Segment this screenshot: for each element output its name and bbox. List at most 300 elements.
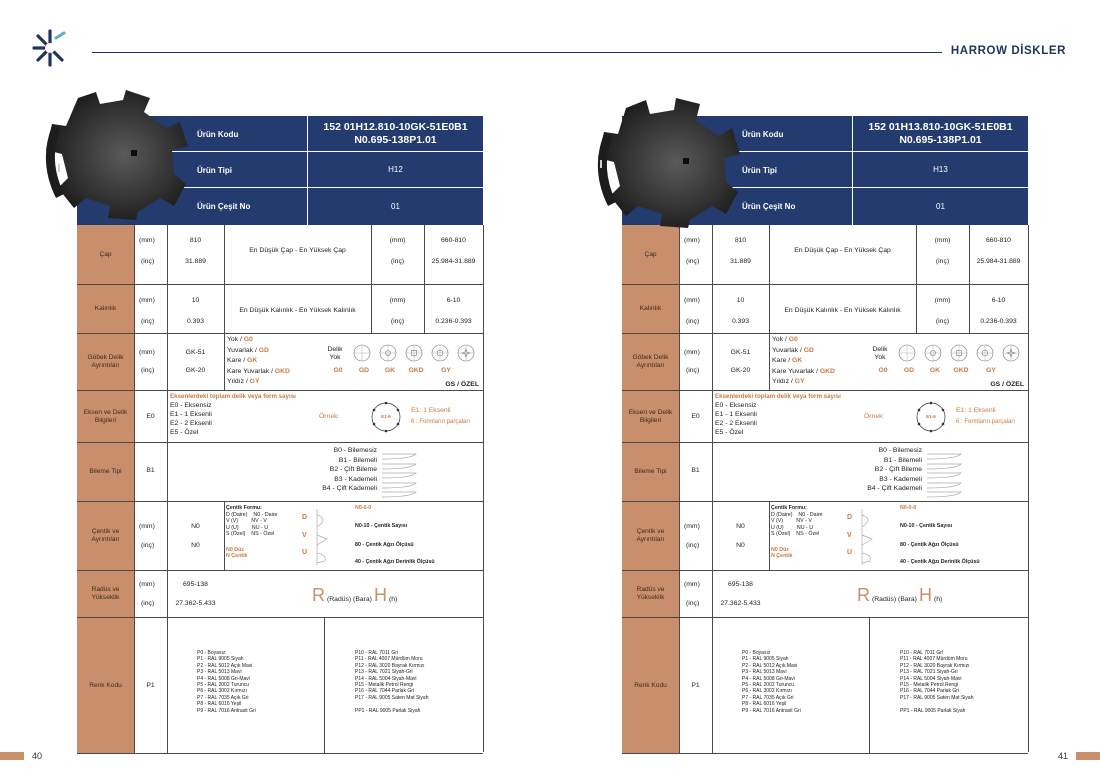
hub-option-name: Kare / [772,357,793,364]
color-option: P2 - RAL 5012 Açık Mavi [742,662,798,669]
color-option: P10 - RAL 7011 Gri [900,650,944,656]
hub-code: GD [903,367,915,374]
value-mm: GK-51 [185,349,206,356]
flat-notch-line-2: N Çentik [771,553,793,559]
sharpening-option: B4 - Çift Kademeli [867,485,922,493]
notch-row [622,502,1028,571]
sharpening-option: B2 - Çift Bileme [329,466,377,474]
radius-row [77,571,483,618]
table-border [1028,225,1029,752]
notch-count [900,523,952,530]
color-option: P2 - RAL 5012 Açık Mavi [197,662,253,669]
range-label: En Düşük Çap - En Yüksek Çap [249,247,346,254]
hub-option-code: G0 [788,336,798,343]
header-rule [92,52,942,53]
height-letter: H [918,585,932,605]
col-divider [134,225,135,284]
page-footer-tab [1076,752,1100,760]
example-line-2: 6 : Formların parçaları [956,419,1016,425]
range-inch: 0.236-0.393 [435,318,472,325]
hub-hole-diagram-icon [950,344,968,367]
value-mm: 695-138 [183,581,208,588]
sharpening-option: B3 - Kademeli [334,475,377,483]
notch-form-line: S (Özel) NS - Özel [226,531,275,538]
notch-profile-icon [315,507,337,572]
axis-option: E5 - Özel [715,429,744,436]
value-mm: N0 [191,523,200,530]
color-row [77,618,483,754]
flat-notch-line-1: N0 Düz [226,547,244,553]
radius-row [622,571,1028,618]
page-number: 40 [32,751,43,761]
color-option: P4 - RAL 5008 Gri-Mavi [742,675,795,682]
value-inch: 27.362-5.433 [720,600,761,607]
color-option: P7 - RAL 7035 Açık Gri [742,694,794,701]
col-divider [916,225,917,284]
hub-option [227,357,257,364]
axis-option: E1 - 1 Eksenli [715,411,757,418]
row-label: Çentik ve Ayrıntıları [77,502,134,570]
unit-mm: (mm) [934,237,951,244]
axis-row [77,391,483,443]
notch-letter: D [302,514,308,521]
product-code-line-2: N0.695-138P1.01 [899,133,982,146]
axis-row [622,391,1028,443]
col-divider [679,225,680,284]
unit-mm: (mm) [139,349,155,356]
sharpening-option: B1 - Bilemeli [883,456,922,464]
color-option: P17 - RAL 9005 Saten Mat Siyah [900,694,974,701]
sharpening-row [77,443,483,502]
hub-option-code: GKD [274,367,290,375]
color-option: P12 - RAL 3020 Bayrak Kırmızı [355,662,425,669]
hub-option-name: Yıldız / [772,378,795,385]
col-divider [679,571,680,617]
unit-mm: (mm) [934,297,951,304]
unit-inch: (inç) [686,542,700,549]
hub-code: GKD [408,367,424,374]
section-title: HARROW DİSKLER [950,45,1066,57]
unit-inch: (inç) [141,367,155,374]
notch-depth: 40 - Çentik Ağzı Derinlik Ölçüsü [355,559,435,565]
hub-option [772,378,805,385]
unit-inch: (inç) [686,318,700,325]
special-code: GS / ÖZEL [990,381,1024,388]
sharpening-option: B4 - Çift Kademeli [322,485,377,493]
value-mm: GK-51 [730,349,751,356]
notch-form-line: V (V) NV - V [226,518,267,525]
color-option: P8 - RAL 6016 Yeşil [742,701,787,708]
unit-mm: (mm) [389,297,406,304]
hub-option-name: Yuvarlak / [772,346,804,354]
sharpening-value: B1 [691,467,700,474]
axis-option: E2 - 2 Eksenli [715,420,757,427]
product-code-label: Ürün Kodu [197,130,239,139]
axis-value: E0 [691,413,700,420]
color-option: P8 - RAL 6016 Yeşil [197,701,242,708]
notch-code-title: N0-0-0 [900,505,917,511]
value-mm: 10 [191,297,200,304]
unit-mm: (mm) [389,237,406,244]
cap-row [77,225,483,285]
color-option: P16 - RAL 7044 Parlak Gri [355,688,415,695]
notch-form-line: U (U) NU - U [226,524,269,531]
radius-height-legend [312,585,397,606]
col-divider [679,285,680,333]
notch-profile-icon [860,507,882,572]
hub-option [227,347,269,354]
hub-option-code: GD [803,346,814,354]
range-label: En Düşük Kalınlık - En Yüksek Kalınlık [239,307,356,314]
notch-form-line: U (U) NU - U [771,524,814,531]
notch-form-line: D (Daire) N0 - Daire [226,511,278,518]
sharpening-option: B1 - Bilemeli [338,456,377,464]
example-line-2: 6 : Formların parçaları [411,419,471,425]
unit-inch: (inç) [141,542,155,549]
notch-letter: U [302,549,308,556]
color-row [622,618,1028,754]
axis-option: E0 - Eksensiz [715,402,757,409]
cap-row [622,225,1028,285]
hub-option [227,336,253,343]
table-border [483,225,484,752]
height-text: (h) [933,596,943,603]
axis-option: E0 - Eksensiz [170,402,212,409]
color-option: P13 - RAL 7021 Siyah-Gri [900,669,958,676]
color-option: P6 - RAL 3002 Kırmızı [742,688,792,695]
hub-hole-diagram-icon [457,344,475,367]
axis-option: E5 - Özel [170,429,199,436]
unit-inch: (inç) [141,258,155,265]
col-divider [134,285,135,333]
axis-option: E2 - 2 Eksenli [170,420,212,427]
product-type-value: H13 [852,152,1028,187]
sharpening-option: B0 - Bilemesiz [878,447,922,454]
product-code-label: Ürün Kodu [742,130,784,139]
row-label: Çap [77,225,134,284]
sharpening-option: B0 - Bilemesiz [333,447,377,454]
harrow-disc-image [38,90,188,220]
special-code: GS / ÖZEL [445,381,479,388]
axis-value: E0 [146,413,155,420]
row-label: Çentik ve Ayrıntıları [622,502,679,570]
unit-mm: (mm) [139,297,155,304]
hub-hole-diagram-icon [379,344,397,367]
col-divider [712,443,713,501]
col-divider [371,225,372,284]
hub-code: G0 [878,367,888,374]
col-divider [134,571,135,617]
col-divider [224,225,225,284]
variant-label: Ürün Çeşit No [197,202,251,211]
col-divider [224,334,225,390]
range-mm: 6-10 [446,297,461,304]
row-label: Renk Kodu [77,618,134,753]
color-option: P0 - Boyasız [197,650,226,656]
value-inch: N0 [736,542,745,549]
unit-inch: (inç) [686,258,700,265]
radius-text: (Radüs) (Bara) [327,596,372,603]
unit-mm: (mm) [139,523,155,530]
example-label: Örnek: [864,413,885,420]
radius-letter: R [312,585,325,605]
color-option: P3 - RAL 5013 Mavi [197,669,242,676]
col-divider [424,285,425,333]
sharpening-profile-icon [926,485,962,503]
notch-row [77,502,483,571]
color-option: P9 - RAL 7016 Antrasit Gri [197,707,256,714]
col-divider [224,502,225,570]
col-divider [371,285,372,333]
unit-inch: (inç) [141,600,155,607]
col-divider [679,334,680,390]
unit-inch: (inç) [141,318,155,325]
hub-option [772,336,798,343]
hub-hole-diagram-icon [431,344,449,367]
row-label: Radüs ve Yükseklik [622,571,679,617]
col-divider [134,502,135,570]
hub-hole-diagram-icon [976,344,994,367]
unit-mm: (mm) [684,349,700,356]
unit-inch: (inç) [390,318,405,325]
unit-mm: (mm) [684,297,700,304]
value-inch: 27.362-5.433 [175,600,216,607]
col-divider [167,618,168,753]
range-inch: 25.984-31.889 [976,258,1021,265]
col-divider [167,502,168,570]
product-code-line-1: 152 01H13.810-10GK-51E0B1 [868,120,1013,133]
sharpening-value: B1 [146,467,155,474]
notch-form-title: Çentik Formu: [771,505,807,511]
hub-code: GK [384,367,396,374]
unit-mm: (mm) [684,237,700,244]
hub-code: GD [358,367,370,374]
color-option: P5 - RAL 2002 Turuncu [742,682,795,688]
axis-title: Eksenlerdeki toplam delik veya form sayısı [170,393,296,400]
hub-option-name: Kare Yuvarlak / [772,367,820,375]
color-option: P13 - RAL 7021 Siyah-Gri [355,669,413,676]
color-option: P1 - RAL 9005 Siyah [742,656,789,663]
value-mm: N0 [736,523,745,530]
axis-example-diagram-icon [914,400,948,439]
row-label: Eksen ve Delik Bilgileri [77,391,134,442]
unit-mm: (mm) [684,523,700,530]
hub-option-name: Yuvarlak / [227,346,259,354]
hub-hole-diagram-icon [353,344,371,367]
unit-mm: (mm) [139,237,155,244]
hub-option [227,378,260,385]
product-code-value [852,116,1028,151]
hub-option [772,347,814,354]
hub-hole-diagram-icon [405,344,423,367]
example-label: Örnek: [319,413,340,420]
product-code-value [307,116,483,151]
value-inch: GK-20 [185,367,206,374]
notch-code-title: N0-0-0 [355,505,372,511]
hub-hole-diagram-icon [1002,344,1020,367]
variant-value: 01 [852,188,1028,225]
notch-count [355,523,407,530]
row-label: Göbek Delik Ayrıntıları [622,334,679,390]
row-label: Bileme Tipi [622,443,679,501]
height-letter: H [373,585,387,605]
value-mm: 810 [189,237,202,244]
hub-option-code: GY [794,378,805,385]
hub-option-name: Kare / [227,357,248,364]
color-option: P14 - RAL 5004 Siyah-Mavi [900,675,962,682]
col-divider [167,391,168,442]
color-option: P9 - RAL 7016 Antrasit Gri [742,707,801,714]
color-option: P11 - RAL 4007 Mürdüm Moru [355,656,423,663]
value-mm: 810 [734,237,747,244]
color-option: P4 - RAL 5008 Gri-Mavi [197,675,250,682]
value-inch: 31.889 [185,258,206,265]
col-divider [712,502,713,570]
hub-code: GY [986,367,996,374]
hub-option [227,368,290,375]
value-inch: 31.889 [730,258,751,265]
col-divider [769,225,770,284]
color-option: P0 - Boyasız [742,650,771,656]
variant-value: 01 [307,188,483,225]
brand-logo-icon [30,26,70,70]
row-label: Eksen ve Delik Bilgileri [622,391,679,442]
value-inch: 0.393 [186,318,204,325]
range-mm: 660-810 [986,237,1011,244]
height-text: (h) [388,596,398,603]
col-divider [134,334,135,390]
notch-letter: U [847,549,853,556]
color-value: P1 [146,682,155,689]
hub-option-name: Yok / [772,336,789,343]
row-label: Radüs ve Yükseklik [77,571,134,617]
row-label: Kalınlık [622,285,679,333]
col-divider [324,618,325,753]
flat-notch-line-1: N0 Düz [771,547,789,553]
sharpening-row [622,443,1028,502]
harrow-disc-image [590,98,740,228]
range-inch: 25.984-31.889 [431,258,476,265]
variant-label: Ürün Çeşit No [742,202,796,211]
range-mm: 6-10 [991,297,1006,304]
value-inch: 0.393 [731,318,749,325]
axis-example-diagram-icon [369,400,403,439]
hub-option [772,368,835,375]
unit-inch: (inç) [935,258,950,265]
notch-form-line: S (Özel) NS - Özel [771,531,820,538]
axis-title: Eksenlerdeki toplam delik veya form sayısı [715,393,841,400]
hub-code: G0 [333,367,343,374]
color-option: P1 - RAL 9005 Siyah [197,656,244,663]
hub-code: GKD [953,367,969,374]
col-divider [679,502,680,570]
notch-count-text: N0-10 - Çentik Sayısı [900,523,953,529]
unit-mm: (mm) [684,581,700,588]
row-label: Kalınlık [77,285,134,333]
color-option: P3 - RAL 5013 Mavi [742,669,787,676]
hub-code: GY [441,367,451,374]
unit-inch: (inç) [686,367,700,374]
col-divider [712,618,713,753]
col-divider [769,334,770,390]
color-option: PP1 - RAL 9005 Parlak Siyah [355,707,421,714]
hub-code: GK [929,367,941,374]
axis-option: E1 - 1 Eksenli [170,411,212,418]
hub-option-code: GK [247,357,258,364]
color-option: PP1 - RAL 9005 Parlak Siyah [900,707,966,714]
range-mm: 660-810 [441,237,466,244]
hub-option-code: GK [792,357,803,364]
col-divider [969,285,970,333]
example-code: E1-6 [926,414,936,419]
example-code: E1-6 [381,414,391,419]
col-divider [916,285,917,333]
hub-option-code: G0 [243,336,253,343]
notch-mouth: 80 - Çentik Ağzı Ölçüsü [355,542,414,548]
value-inch: GK-20 [730,367,751,374]
range-label: En Düşük Kalınlık - En Yüksek Kalınlık [784,307,901,314]
col-divider [424,225,425,284]
sharpening-option: B3 - Kademeli [879,475,922,483]
example-line-1: E1: 1 Eksenli [956,407,996,414]
value-inch: N0 [191,542,200,549]
col-divider [869,618,870,753]
value-mm: 695-138 [728,581,753,588]
unit-inch: (inç) [390,258,405,265]
hub-hole-row [77,334,483,391]
color-option: P5 - RAL 2002 Turuncu [197,682,250,688]
col-divider [167,334,168,390]
notch-letter: D [847,514,853,521]
color-option: P11 - RAL 4007 Mürdüm Moru [900,656,968,663]
product-code-line-2: N0.695-138P1.01 [354,133,437,146]
flat-notch-line-2: N Çentik [226,553,248,559]
sharpening-option: B2 - Çift Bileme [874,466,922,474]
page-number: 41 [1057,751,1068,761]
notch-form-line: D (Daire) N0 - Daire [771,511,823,518]
color-value: P1 [691,682,700,689]
col-divider [167,443,168,501]
radius-height-legend [857,585,942,606]
col-divider [712,334,713,390]
range-inch: 0.236-0.393 [980,318,1017,325]
no-hole-label: Delik Yok [872,346,888,361]
product-type-label: Ürün Tipi [197,166,232,175]
color-option: P15 - Metalik Petrol Rengi [900,682,959,688]
hub-hole-row [622,334,1028,391]
notch-letter: V [847,532,852,539]
hub-option-name: Yıldız / [227,378,250,385]
notch-depth: 40 - Çentik Ağzı Derinlik Ölçüsü [900,559,980,565]
color-option: P14 - RAL 5004 Siyah-Mavi [355,675,417,682]
value-mm: 10 [736,297,745,304]
notch-count-text: N0-10 - Çentik Sayısı [355,523,408,529]
color-option: P17 - RAL 9005 Saten Mat Siyah [355,694,429,701]
hub-option-code: GKD [819,367,835,375]
color-option: P15 - Metalik Petrol Rengi [355,682,414,688]
unit-mm: (mm) [139,581,155,588]
color-option: P12 - RAL 3020 Bayrak Kırmızı [900,662,970,669]
product-type-label: Ürün Tipi [742,166,777,175]
range-label: En Düşük Çap - En Yüksek Çap [794,247,891,254]
row-label: Çap [622,225,679,284]
sharpening-profile-icon [381,485,417,503]
hub-option-code: GD [258,346,269,354]
color-option: P10 - RAL 7011 Gri [355,650,399,656]
no-hole-label: Delik Yok [327,346,343,361]
color-option: P7 - RAL 7035 Açık Gri [197,694,249,701]
notch-form-title: Çentik Formu: [226,505,262,511]
